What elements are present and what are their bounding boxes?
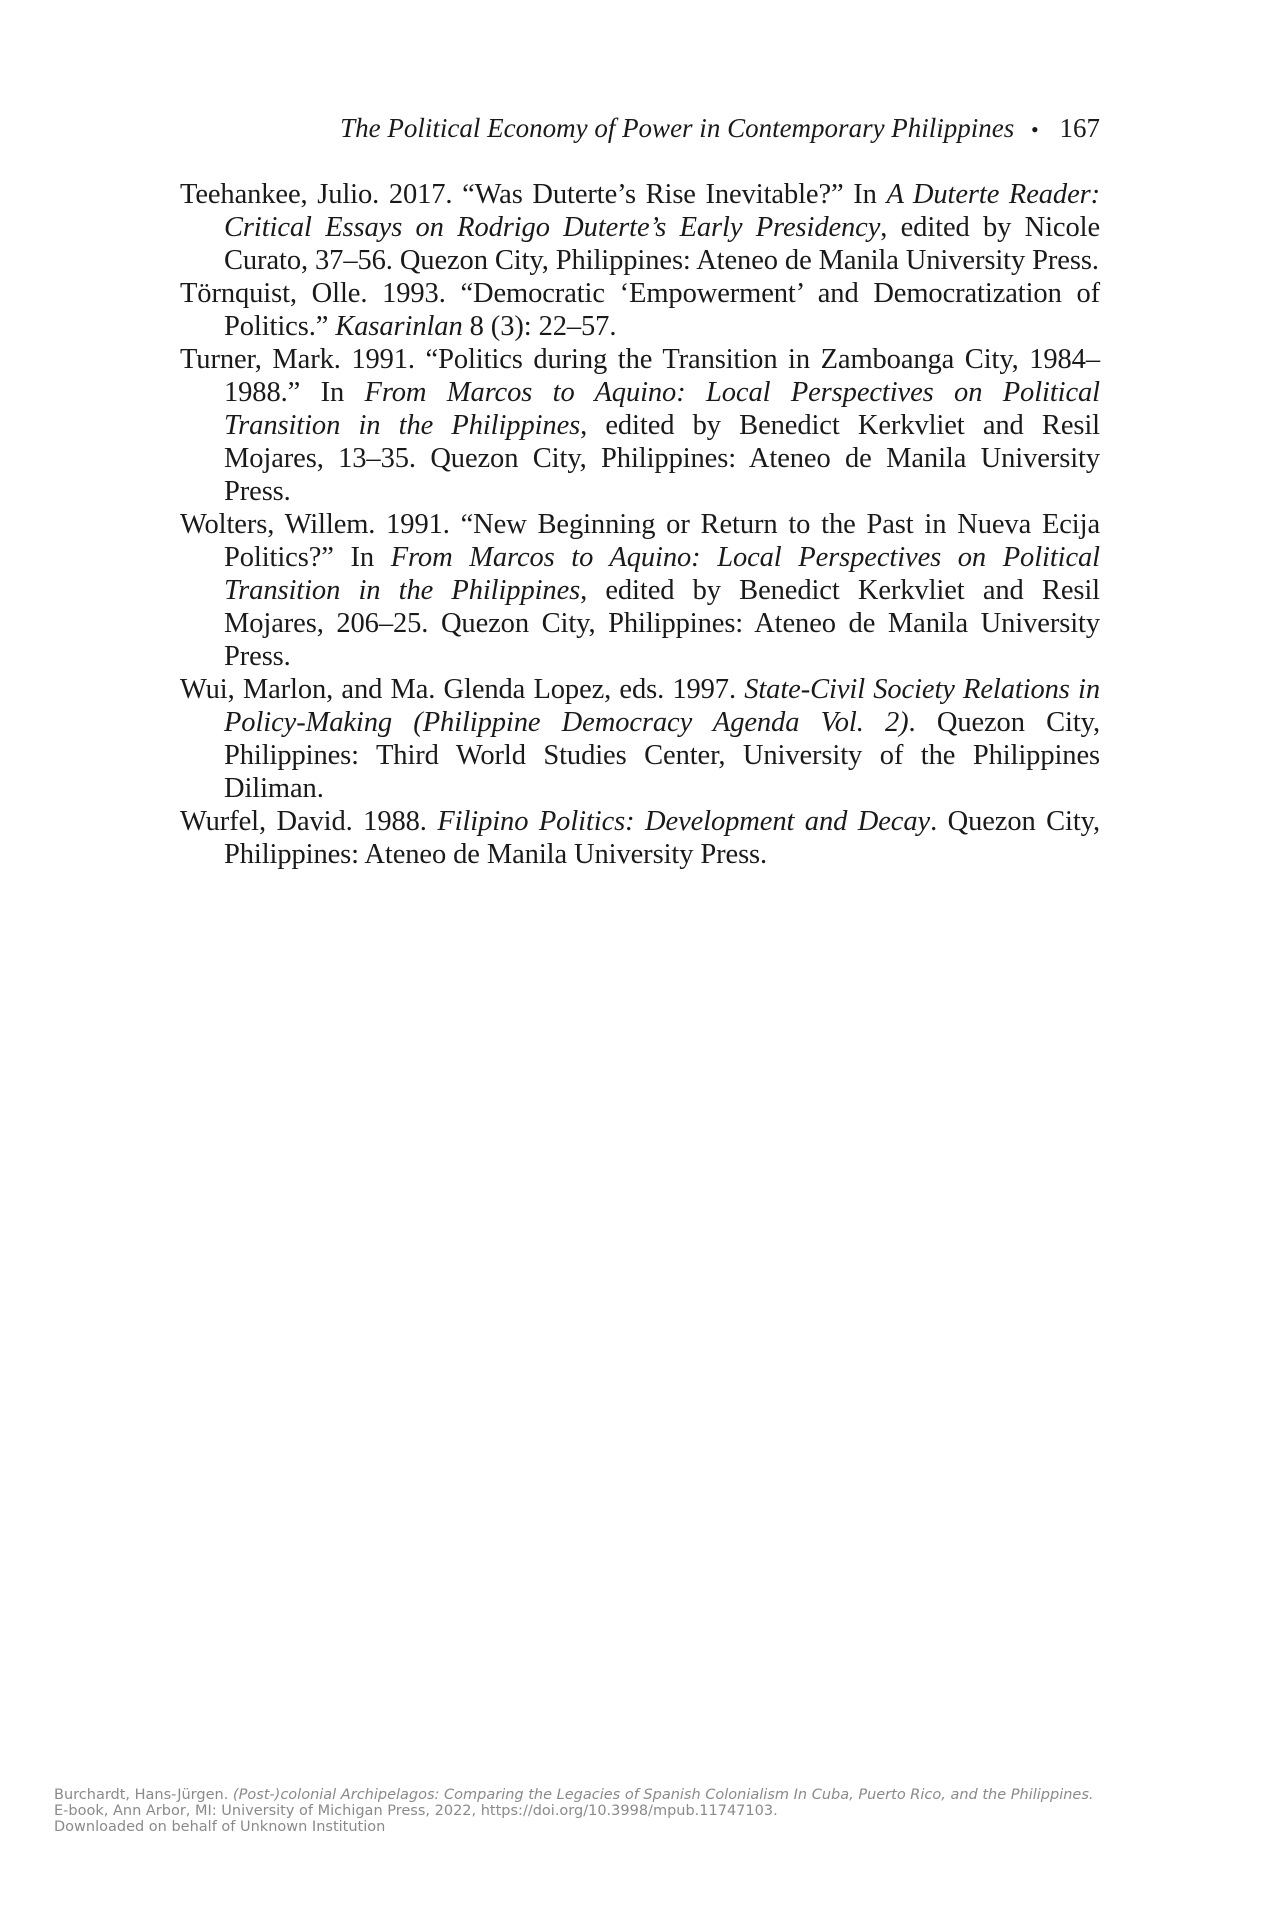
running-head-title: The Political Economy of Power in Contemporary Philippines bbox=[340, 113, 1015, 143]
footer-author: Burchardt, Hans-Jürgen. bbox=[54, 1787, 233, 1803]
reference-title: Filipino Politics: Development and Decay bbox=[437, 806, 931, 837]
reference-title: From Marcos to Aquino: Local Perspectives on Political Transition in the Philippines bbox=[224, 542, 1100, 606]
reference-title: State-Civil Society Relations in Policy-Making (Philippine Democracy Agenda Vol. 2) bbox=[224, 674, 1100, 738]
citation-footer bbox=[54, 1787, 1234, 1835]
reference-text: Wui, Marlon, and Ma. Glenda Lopez, eds. 1997. bbox=[180, 674, 745, 705]
reference-text: Törnquist, Olle. 1993. “Democratic ‘Empowerment’ and Democratization of Politics.” bbox=[180, 278, 1100, 342]
reference-text: Teehankee, Julio. 2017. “Was Duterte’s Rise Inevitable?” In bbox=[180, 179, 887, 210]
footer-line-citation bbox=[54, 1787, 1234, 1803]
footer-book-title: (Post-)colonial Archipelagos: Comparing the Legacies of Spanish Colonialism In Cuba, Puerto Rico, and the Philippines. bbox=[232, 1787, 1094, 1803]
reference-text: , edited by Benedict Kerkvliet and Resil Mojares, 13–35. Quezon City, Philippines: Ateneo de Manila University Press. bbox=[224, 410, 1100, 507]
reference-text: , edited by Benedict Kerkvliet and Resil Mojares, 206–25. Quezon City, Philippines: Ateneo de Manila University Press. bbox=[224, 575, 1100, 672]
reference-text: Turner, Mark. 1991. “Politics during the Transition in Zamboanga City, 1984–1988.” In bbox=[180, 344, 1100, 408]
running-head-separator: • bbox=[1031, 117, 1039, 142]
reference-list bbox=[180, 178, 1100, 871]
reference-text: . Quezon City, Philippines: Third World Studies Center, University of the Philippines Diliman. bbox=[224, 707, 1100, 804]
reference-entry-turner bbox=[180, 343, 1100, 508]
reference-title: Kasarinlan bbox=[335, 311, 463, 342]
reference-title: A Duterte Reader: Critical Essays on Rodrigo Duterte’s Early Presidency bbox=[224, 179, 1100, 243]
reference-entry-tornquist bbox=[180, 277, 1100, 343]
footer-line-download: Downloaded on behalf of Unknown Institution bbox=[54, 1819, 386, 1835]
reference-entry-wurfel bbox=[180, 805, 1100, 871]
reference-text: . Quezon City, Philippines: Ateneo de Manila University Press. bbox=[224, 806, 1101, 870]
running-head bbox=[180, 112, 1100, 146]
footer-line-publication: E-book, Ann Arbor, MI: University of Michigan Press, 2022, https://doi.org/10.3998/mpub.11747103. bbox=[54, 1803, 778, 1819]
reference-entry-teehankee bbox=[180, 178, 1100, 277]
page-number: 167 bbox=[1059, 113, 1100, 143]
reference-text: 8 (3): 22–57. bbox=[462, 311, 617, 342]
reference-text: Wolters, Willem. 1991. “New Beginning or Return to the Past in Nueva Ecija Politics?” In bbox=[180, 509, 1100, 573]
reference-entry-wolters bbox=[180, 508, 1100, 673]
reference-text: Wurfel, David. 1988. bbox=[180, 806, 438, 837]
reference-text: , edited by Nicole Curato, 37–56. Quezon City, Philippines: Ateneo de Manila University Press. bbox=[224, 212, 1100, 276]
reference-title: From Marcos to Aquino: Local Perspectives on Political Transition in the Philippines bbox=[224, 377, 1101, 441]
reference-entry-wui bbox=[180, 673, 1100, 805]
